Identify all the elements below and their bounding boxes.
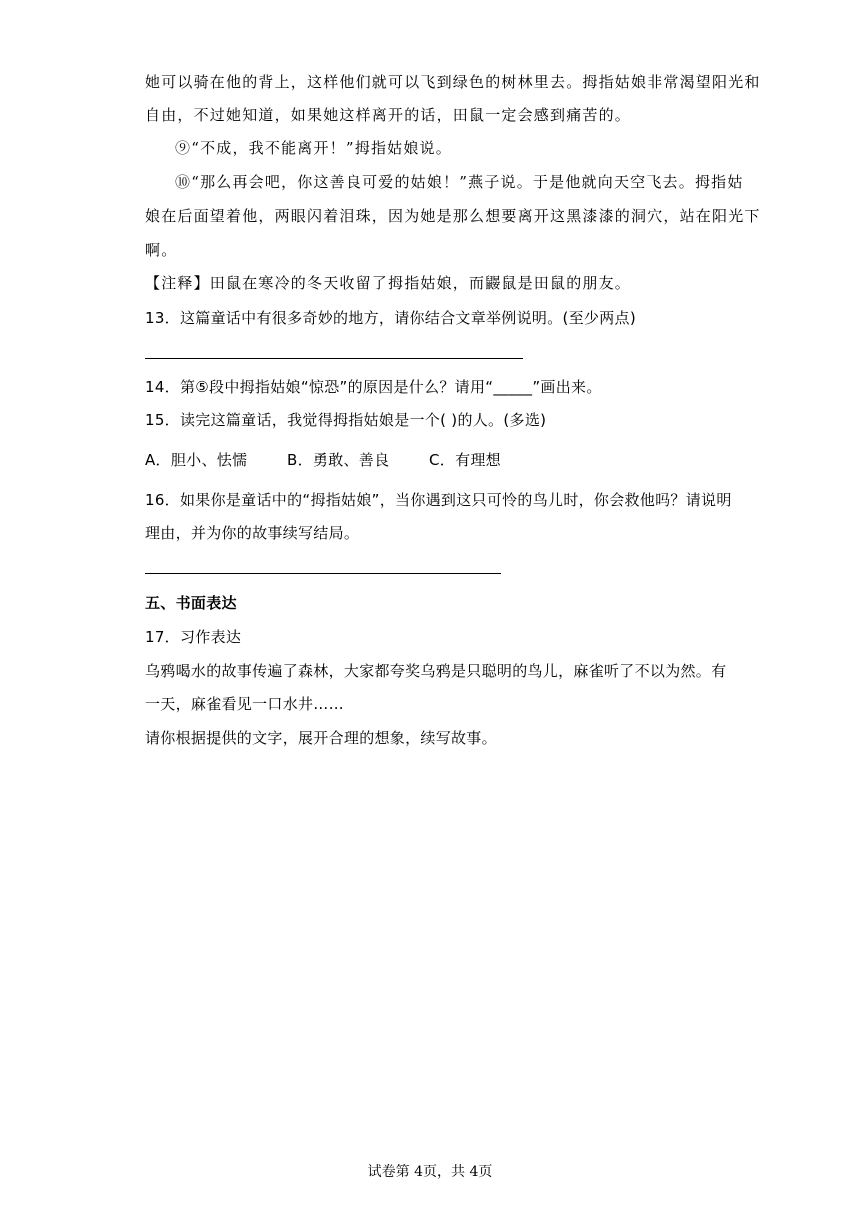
- writing-instruction: 请你根据提供的文字，展开合理的想象，续写故事。: [145, 729, 497, 747]
- writing-prompt-line-1: 乌鸦喝水的故事传遍了森林，大家都夸奖乌鸦是只聪明的鸟儿，麻雀听了不以为然。有: [145, 662, 727, 680]
- question-15: 15．读完这篇童话，我觉得拇指姑娘是一个( )的人。(多选): [145, 411, 547, 429]
- passage-paragraph-10: ⑩“那么再会吧，你这善良可爱的姑娘！”燕子说。于是他就向天空飞去。拇指姑: [175, 173, 744, 191]
- question-14: 14．第⑤段中拇指姑娘“惊恐”的原因是什么？请用“_____”画出来。: [145, 378, 602, 396]
- passage-note: 【注释】田鼠在寒冷的冬天收留了拇指姑娘，而鼹鼠是田鼠的朋友。: [145, 274, 632, 292]
- option-a[interactable]: A．胆小、怯懦: [145, 451, 248, 469]
- option-c[interactable]: C．有理想: [429, 451, 501, 469]
- passage-line-5: 娘在后面望着他，两眼闪着泪珠，因为她是那么想要离开这黑漆漆的洞穴，站在阳光下: [145, 207, 761, 225]
- section-heading: 五、书面表达: [145, 594, 237, 612]
- passage-line-6: 啊。: [145, 241, 178, 259]
- question-16-line-1: 16．如果你是童话中的“拇指姑娘”，当你遇到这只可怜的鸟儿时，你会救他吗？请说明: [145, 491, 732, 509]
- question-17: 17．习作表达: [145, 628, 242, 646]
- option-b[interactable]: B．勇敢、善良: [287, 451, 390, 469]
- question-16-line-2: 理由，并为你的故事续写结局。: [145, 524, 360, 542]
- answer-line-16[interactable]: [145, 573, 501, 574]
- passage-line-2: 自由，不过她知道，如果她这样离开的话，田鼠一定会感到痛苦的。: [145, 106, 632, 124]
- passage-paragraph-9: ⑨“不成，我不能离开！”拇指姑娘说。: [175, 139, 452, 157]
- question-15-options: [145, 449, 725, 471]
- answer-line-13[interactable]: [145, 358, 523, 359]
- passage-line-1: 她可以骑在他的背上，这样他们就可以飞到绿色的树林里去。拇指姑娘非常渴望阳光和: [145, 73, 761, 91]
- question-13: 13．这篇童话中有很多奇妙的地方，请你结合文章举例说明。(至少两点): [145, 309, 636, 327]
- writing-prompt-line-2: 一天，麻雀看见一口水井……: [145, 695, 344, 713]
- page-footer: 试卷第 4页，共 4页: [367, 1164, 493, 1180]
